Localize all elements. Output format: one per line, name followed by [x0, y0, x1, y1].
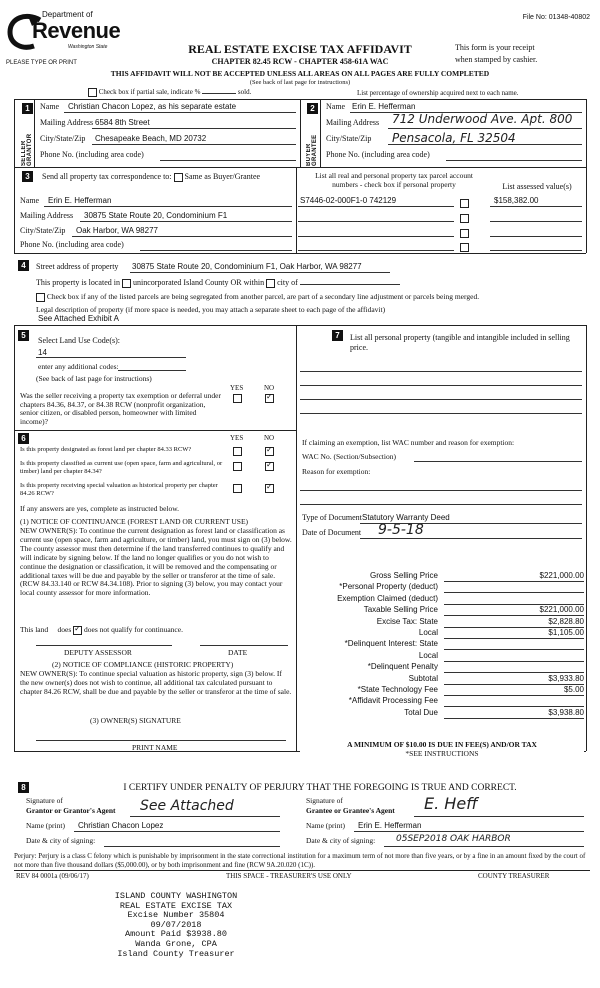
tax-row-label: Local [418, 650, 438, 660]
tax-row-label: *Delinquent Interest: State [344, 639, 438, 649]
tax-row [300, 685, 584, 696]
send-correspondence-row: Send all property tax correspondence to: Same as Buyer/Grantee [42, 172, 261, 181]
notice-continuance-text: NEW OWNER(S): To continue the current designation as forest land or classification as current use (open space, farm and agriculture, or timber) land, you must sign on (3) below. The county assessor must then determine if the land transferred continues to qualify and will indicate by signing below. If the land no longer qualifies or you do not wish to continue the designation or classification, it will be removed and the compensating or additional taxes will be due and payable by the seller or transferor at the time of sale. (RCW 84.33.140 or RCW 84.34.108). Prior to signing (3) below, you may contact your local county assessor for more information. [20, 526, 292, 598]
parcel-2-personal-checkbox[interactable] [460, 214, 469, 223]
segregated-row: Check box if any of the listed parcels are being segregated from another parcel, are part of a secondary line adjustment or parcels being merged. [36, 292, 479, 302]
perjury-notice: Perjury: Perjury is a class C felony which is punishable by imprisonment in the state correctional institution for a maximum term of not more than five years, or by a fine in an amount fixed by the court of not more than five thousand dollars ($5,000.00), or by both imprisonment and fine (RCW 9A.20.020 (1C)). [14, 852, 586, 869]
tax-row-value[interactable] [444, 582, 584, 593]
tax-row-label: *Personal Property (deduct) [339, 582, 438, 592]
tax-row-label: Total Due [404, 707, 438, 717]
assessed-value[interactable]: $158,382.00 [494, 196, 539, 205]
grantee-date-city[interactable]: 05SEP2018 OAK HARBOR [396, 834, 511, 844]
land-use-code[interactable]: 14 [38, 348, 47, 357]
corr-city-label: City/State/Zip [20, 226, 66, 235]
partial-sale-checkbox[interactable] [88, 88, 97, 97]
wac-label: WAC No. (Section/Subsection) [302, 452, 396, 461]
tax-row-label: *State Technology Fee [357, 684, 438, 694]
buyer-name[interactable]: Erin E. Hefferman [352, 102, 416, 111]
tax-row-label: Taxable Selling Price [363, 605, 438, 615]
land-use-label: Select Land Use Code(s): [38, 336, 120, 345]
tax-row-label: *Delinquent Penalty [367, 662, 438, 672]
grantee-signature[interactable]: E. Heff [424, 794, 478, 813]
tax-row-label: Excise Tax: State [376, 616, 438, 626]
doc-date-label: Date of Document [302, 528, 362, 537]
list-percentage: List percentage of ownership acquired next to each name. [357, 89, 519, 97]
grantor-date-label: Date & city of signing: [26, 836, 96, 845]
grantor-sig-of: Signature of [26, 796, 63, 805]
buyer-address[interactable]: 712 Underwood Ave. Apt. 800 [392, 112, 573, 126]
tax-row [300, 651, 584, 662]
tax-row [300, 674, 584, 685]
corr-city[interactable]: Oak Harbor, WA 98277 [76, 226, 158, 235]
legal-description[interactable]: See Attached Exhibit A [38, 314, 119, 323]
stamp-line: 09/07/2018 [150, 919, 202, 930]
historic-no-checkbox[interactable] [265, 484, 274, 493]
tax-row-value[interactable] [444, 639, 584, 650]
s6-no-header: NO [264, 434, 275, 442]
unincorporated-checkbox[interactable] [122, 279, 131, 288]
form-title: REAL ESTATE EXCISE TAX AFFIDAVIT [188, 42, 412, 56]
tax-row-label: Subtotal [408, 673, 438, 683]
historic-question: Is this property receiving special valuation as historical property per chapter 84.26 RCW? [20, 482, 218, 497]
parcel-number[interactable]: S7446-02-000F1-0 742129 [300, 196, 397, 205]
treasurer-stamp [96, 892, 256, 959]
street-address-label: Street address of property [36, 262, 119, 271]
assessed-header: List assessed value(s) [502, 182, 572, 191]
grantee-name-label: Name (print) [306, 821, 345, 830]
forest-yes-checkbox[interactable] [233, 447, 242, 456]
tax-row [300, 628, 584, 639]
exemption-question: Was the seller receiving a property tax exemption or deferral under chapters 84.36, 84.37, or 84.38 RCW (nonprofit organization, senior citizen, or disabled person, homeowner with limited income)? [20, 391, 221, 426]
exemption-no-checkbox[interactable] [265, 394, 274, 403]
county-treasurer: COUNTY TREASURER [478, 872, 550, 880]
partial-sale-row: Check box if partial sale, indicate % sold. [88, 88, 251, 97]
tax-row-value[interactable]: $3,938.80 [444, 708, 584, 719]
tax-row-value[interactable]: $221,000.00 [444, 571, 584, 582]
logo-word: Revenue [32, 18, 121, 43]
section-1-number: 1 [22, 103, 33, 114]
tax-row-label: *Affidavit Processing Fee [348, 696, 438, 706]
buyer-address-label: Mailing Address [326, 118, 380, 127]
section-4-number: 4 [18, 260, 29, 271]
reason-label: Reason for exemption: [302, 467, 371, 476]
tax-row [300, 594, 584, 605]
tax-row-label: Local [418, 627, 438, 637]
notice-continuance-title: (1) NOTICE OF CONTINUANCE (FOREST LAND OR CURRENT USE) [20, 517, 249, 526]
stamp-line: Amount Paid $3938.80 [124, 929, 228, 940]
located-row: This property is located in unincorporated Island County OR within city of [36, 278, 400, 288]
see-instructions: *SEE INSTRUCTIONS [300, 749, 584, 758]
does-qualify-checkbox[interactable] [73, 626, 82, 635]
grantor-agent-label: Grantor or Grantor's Agent [26, 806, 116, 815]
land-use-see-back: (See back of last page for instructions) [36, 374, 152, 383]
tax-row-value[interactable]: $2,828.80 [444, 617, 584, 628]
logo-state: Washington State [68, 44, 108, 50]
tax-row-value[interactable] [444, 662, 584, 673]
tax-row-value[interactable]: $221,000.00 [444, 605, 584, 616]
minimum-due: A MINIMUM OF $10.00 IS DUE IN FEE(S) AND/OR TAX [347, 740, 537, 749]
personal-property-label: List all personal property (tangible and intangible included in selling price. [350, 333, 570, 352]
seller-address[interactable]: 6584 8th Street [95, 118, 150, 127]
corr-phone-label: Phone No. (including area code) [20, 240, 124, 249]
legal-description-label: Legal description of property (if more space is needed, you may attach a separate sheet to each page of the affidavit) [36, 305, 386, 314]
grantor-name-label: Name (print) [26, 821, 65, 830]
corr-address[interactable]: 30875 State Route 20, Condominium F1 [84, 211, 228, 220]
tax-row [300, 571, 584, 582]
receipt-line-2: when stamped by cashier. [455, 55, 538, 64]
segregated-checkbox[interactable] [36, 293, 45, 302]
buyer-city-label: City/State/Zip [326, 134, 372, 143]
see-back: (See back of last page for instructions) [249, 79, 351, 86]
form-revision: REV 84 0001a (09/06/17) [16, 872, 89, 880]
tax-table [300, 571, 584, 719]
stamp-line: REAL ESTATE EXCISE TAX [119, 900, 233, 911]
form-chapter: CHAPTER 82.45 RCW - CHAPTER 458-61A WAC [211, 57, 389, 66]
parcel-header: List all real and personal property tax parcel account numbers - check box if personal property [315, 171, 473, 189]
tax-row-value[interactable]: $1,105.00 [444, 628, 584, 639]
tax-row-value[interactable]: $3,933.80 [444, 674, 584, 685]
exemption-yes-checkbox[interactable] [233, 394, 242, 403]
tax-row [300, 617, 584, 628]
current-use-question: Is this property classified as current use (open space, farm and agricultural, or timber) land per chapter 84.34? [20, 460, 223, 475]
continuance-row: This land does ✓ does not qualify for continuance. [20, 625, 183, 635]
corr-name-label: Name [20, 196, 40, 205]
certify-statement: I CERTIFY UNDER PENALTY OF PERJURY THAT THE FOREGOING IS TRUE AND CORRECT. [123, 783, 517, 793]
corr-address-label: Mailing Address [20, 211, 74, 220]
tax-row-value[interactable] [444, 594, 584, 605]
seller-grantor-label: SELLER GRANTOR [21, 133, 33, 166]
if-yes-instruction: If any answers are yes, complete as instructed below. [20, 504, 180, 513]
tax-row [300, 696, 584, 707]
seller-address-label: Mailing Address [40, 118, 94, 127]
owner-signature-label: (3) OWNER(S) SIGNATURE [90, 716, 181, 725]
doc-date[interactable]: 9-5-18 [378, 522, 424, 538]
deputy-date-label: DATE [228, 648, 248, 657]
tax-row-label: Gross Selling Price [369, 571, 438, 580]
section-7-number: 7 [332, 330, 343, 341]
city-checkbox[interactable] [266, 279, 275, 288]
property-street[interactable]: 30875 State Route 20, Condominium F1, Oak Harbor, WA 98277 [132, 262, 362, 271]
receipt-line-1: This form is your receipt [455, 43, 535, 52]
grantor-name[interactable]: Christian Chacon Lopez [78, 821, 164, 830]
doc-type-label: Type of Document [302, 513, 362, 522]
warning-text: THIS AFFIDAVIT WILL NOT BE ACCEPTED UNLESS ALL AREAS ON ALL PAGES ARE FULLY COMPLETED [110, 69, 490, 78]
buyer-grantee-label: BUYER GRANTEE [306, 134, 318, 166]
tax-row [300, 708, 584, 719]
stamp-line: Island County Treasurer [117, 948, 235, 959]
section-8-number: 8 [18, 782, 29, 793]
notice-compliance-title: (2) NOTICE OF COMPLIANCE (HISTORIC PROPERTY) [52, 660, 234, 669]
tax-row [300, 662, 584, 673]
treasurer-only: THIS SPACE - TREASURER'S USE ONLY [226, 872, 352, 880]
current-use-yes-checkbox[interactable] [233, 462, 242, 471]
s6-yes-header: YES [230, 434, 244, 442]
section-2-number: 2 [307, 103, 318, 114]
s5-yes-header: YES [230, 384, 244, 392]
current-use-no-checkbox[interactable] [265, 462, 274, 471]
grantee-agent-label: Grantee or Grantee's Agent [306, 806, 395, 815]
doc-type[interactable]: Statutory Warranty Deed [362, 513, 450, 522]
please-type: PLEASE TYPE OR PRINT [6, 60, 77, 66]
grantee-sig-of: Signature of [306, 796, 343, 805]
seller-phone-label: Phone No. (including area code) [40, 150, 144, 159]
section-5-number: 5 [18, 330, 29, 341]
print-name-label: PRINT NAME [132, 743, 178, 752]
stamp-line: Excise Number 35804 [127, 910, 225, 921]
historic-yes-checkbox[interactable] [233, 484, 242, 493]
additional-codes-label: enter any additional codes: [38, 362, 119, 371]
stamp-line: Wanda Grone, CPA [135, 938, 217, 949]
grantee-date-label: Date & city of signing: [306, 836, 376, 845]
tax-row-value[interactable] [444, 651, 584, 662]
seller-city[interactable]: Chesapeake Beach, MD 20732 [95, 134, 207, 143]
section-6-number: 6 [18, 433, 29, 444]
seller-name[interactable]: Christian Chacon Lopez, as his separate estate [68, 102, 237, 111]
forest-land-question: Is this property designated as forest land per chapter 84.33 RCW? [20, 446, 192, 453]
revenue-logo [6, 6, 126, 58]
parcel-1-personal-checkbox[interactable] [460, 199, 469, 208]
forest-no-checkbox[interactable] [265, 447, 274, 456]
buyer-name-label: Name [326, 102, 346, 111]
section-3-number: 3 [22, 171, 33, 182]
grantor-signature[interactable]: See Attached [140, 798, 234, 814]
s5-no-header: NO [264, 384, 275, 392]
exemption-claim-label: If claiming an exemption, list WAC number and reason for exemption: [302, 438, 515, 447]
tax-row-label: Exemption Claimed (deduct) [337, 593, 438, 603]
same-as-buyer-checkbox[interactable] [174, 173, 183, 182]
file-number: File No: 01348-40802 [522, 14, 590, 21]
tax-row-value[interactable]: $5.00 [444, 685, 584, 696]
buyer-phone-label: Phone No. (including area code) [326, 150, 430, 159]
tax-row-value[interactable] [444, 696, 584, 707]
tax-row [300, 605, 584, 616]
tax-row [300, 582, 584, 593]
grantee-name[interactable]: Erin E. Hefferman [358, 821, 422, 830]
notice-compliance-text: NEW OWNER(S): To continue special valuation as historic property, sign (3) below. If the new owner(s) does not wish to continue, all additional tax calculated pursuant to chapter 84.26 RCW, shall be due and payable by the seller or transferor at the time of sale. [20, 669, 292, 696]
corr-name[interactable]: Erin E. Hefferman [48, 196, 112, 205]
buyer-city[interactable]: Pensacola, FL 32504 [392, 131, 516, 145]
logo-dept: Department of [42, 10, 93, 19]
tax-row [300, 639, 584, 650]
parcel-3-personal-checkbox[interactable] [460, 229, 469, 238]
stamp-line: ISLAND COUNTY WASHINGTON [114, 891, 238, 901]
seller-city-label: City/State/Zip [40, 134, 86, 143]
seller-name-label: Name [40, 102, 60, 111]
parcel-4-personal-checkbox[interactable] [460, 243, 469, 252]
deputy-assessor-label: DEPUTY ASSESSOR [64, 648, 132, 657]
